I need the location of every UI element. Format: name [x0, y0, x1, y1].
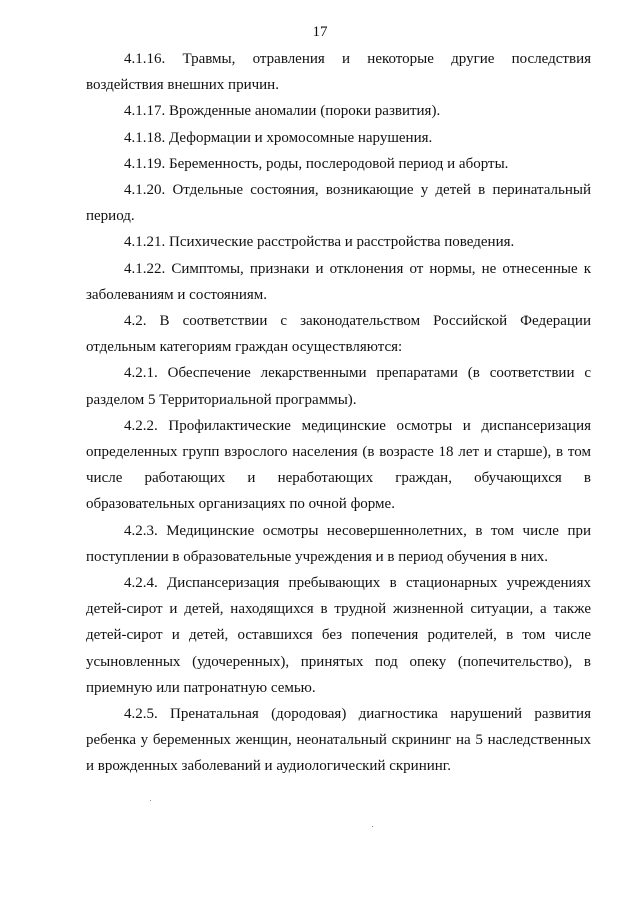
paragraph-4-2-4: 4.2.4. Диспансеризация пребывающих в стационарных учреждениях детей-сирот и детей, находящихся в трудной жизненной ситуации, а также детей-сирот и детей, оставшихся без попечения родителей, в том числе усыновленных (удочеренных), принятых под опеку (попечительство), в приемную или патронатную семью.: [86, 575, 591, 696]
paragraph-4-1-21: 4.1.21. Психические расстройства и расстройства поведения.: [124, 234, 515, 251]
scan-speck: [372, 826, 373, 827]
scan-speck: [150, 800, 151, 801]
paragraph-4-1-18: 4.1.18. Деформации и хромосомные нарушения.: [124, 129, 433, 146]
document-body: [86, 46, 591, 780]
paragraph-4-1-22: 4.1.22. Симптомы, признаки и отклонения от нормы, не отнесенные к заболеваниям и состояниям.: [86, 260, 591, 303]
page-number: 17: [312, 24, 328, 40]
paragraph-4-2-5: 4.2.5. Пренатальная (дородовая) диагностика нарушений развития ребенка у беременных женщин, неонатальный скрининг на 5 наследственных и врожденных заболеваний и аудиологический скрининг.: [86, 706, 591, 775]
paragraph-4-2-2: 4.2.2. Профилактические медицинские осмотры и диспансеризация определенных групп взрослого населения (в возрасте 18 лет и старше), в том числе работающих и неработающих граждан, обучающихся в образовательных организациях по очной форме.: [86, 417, 591, 513]
paragraph-4-1-16: 4.1.16. Травмы, отравления и некоторые другие последствия воздействия внешних причин.: [86, 51, 591, 94]
paragraph-4-1-17: 4.1.17. Врожденные аномалии (пороки развития).: [124, 103, 441, 120]
paragraph-4-2: 4.2. В соответствии с законодательством Российской Федерации отдельным категориям граждан осуществляются:: [86, 313, 591, 356]
paragraph-4-1-19: 4.1.19. Беременность, роды, послеродовой период и аборты.: [124, 155, 509, 172]
paragraph-4-2-3: 4.2.3. Медицинские осмотры несовершеннолетних, в том числе при поступлении в образовательные учреждения и в период обучения в них.: [86, 522, 591, 565]
paragraph-4-1-20: 4.1.20. Отдельные состояния, возникающие у детей в перинатальный период.: [86, 182, 591, 225]
paragraph-4-2-1: 4.2.1. Обеспечение лекарственными препаратами (в соответствии с разделом 5 Территориальной программы).: [86, 365, 591, 408]
